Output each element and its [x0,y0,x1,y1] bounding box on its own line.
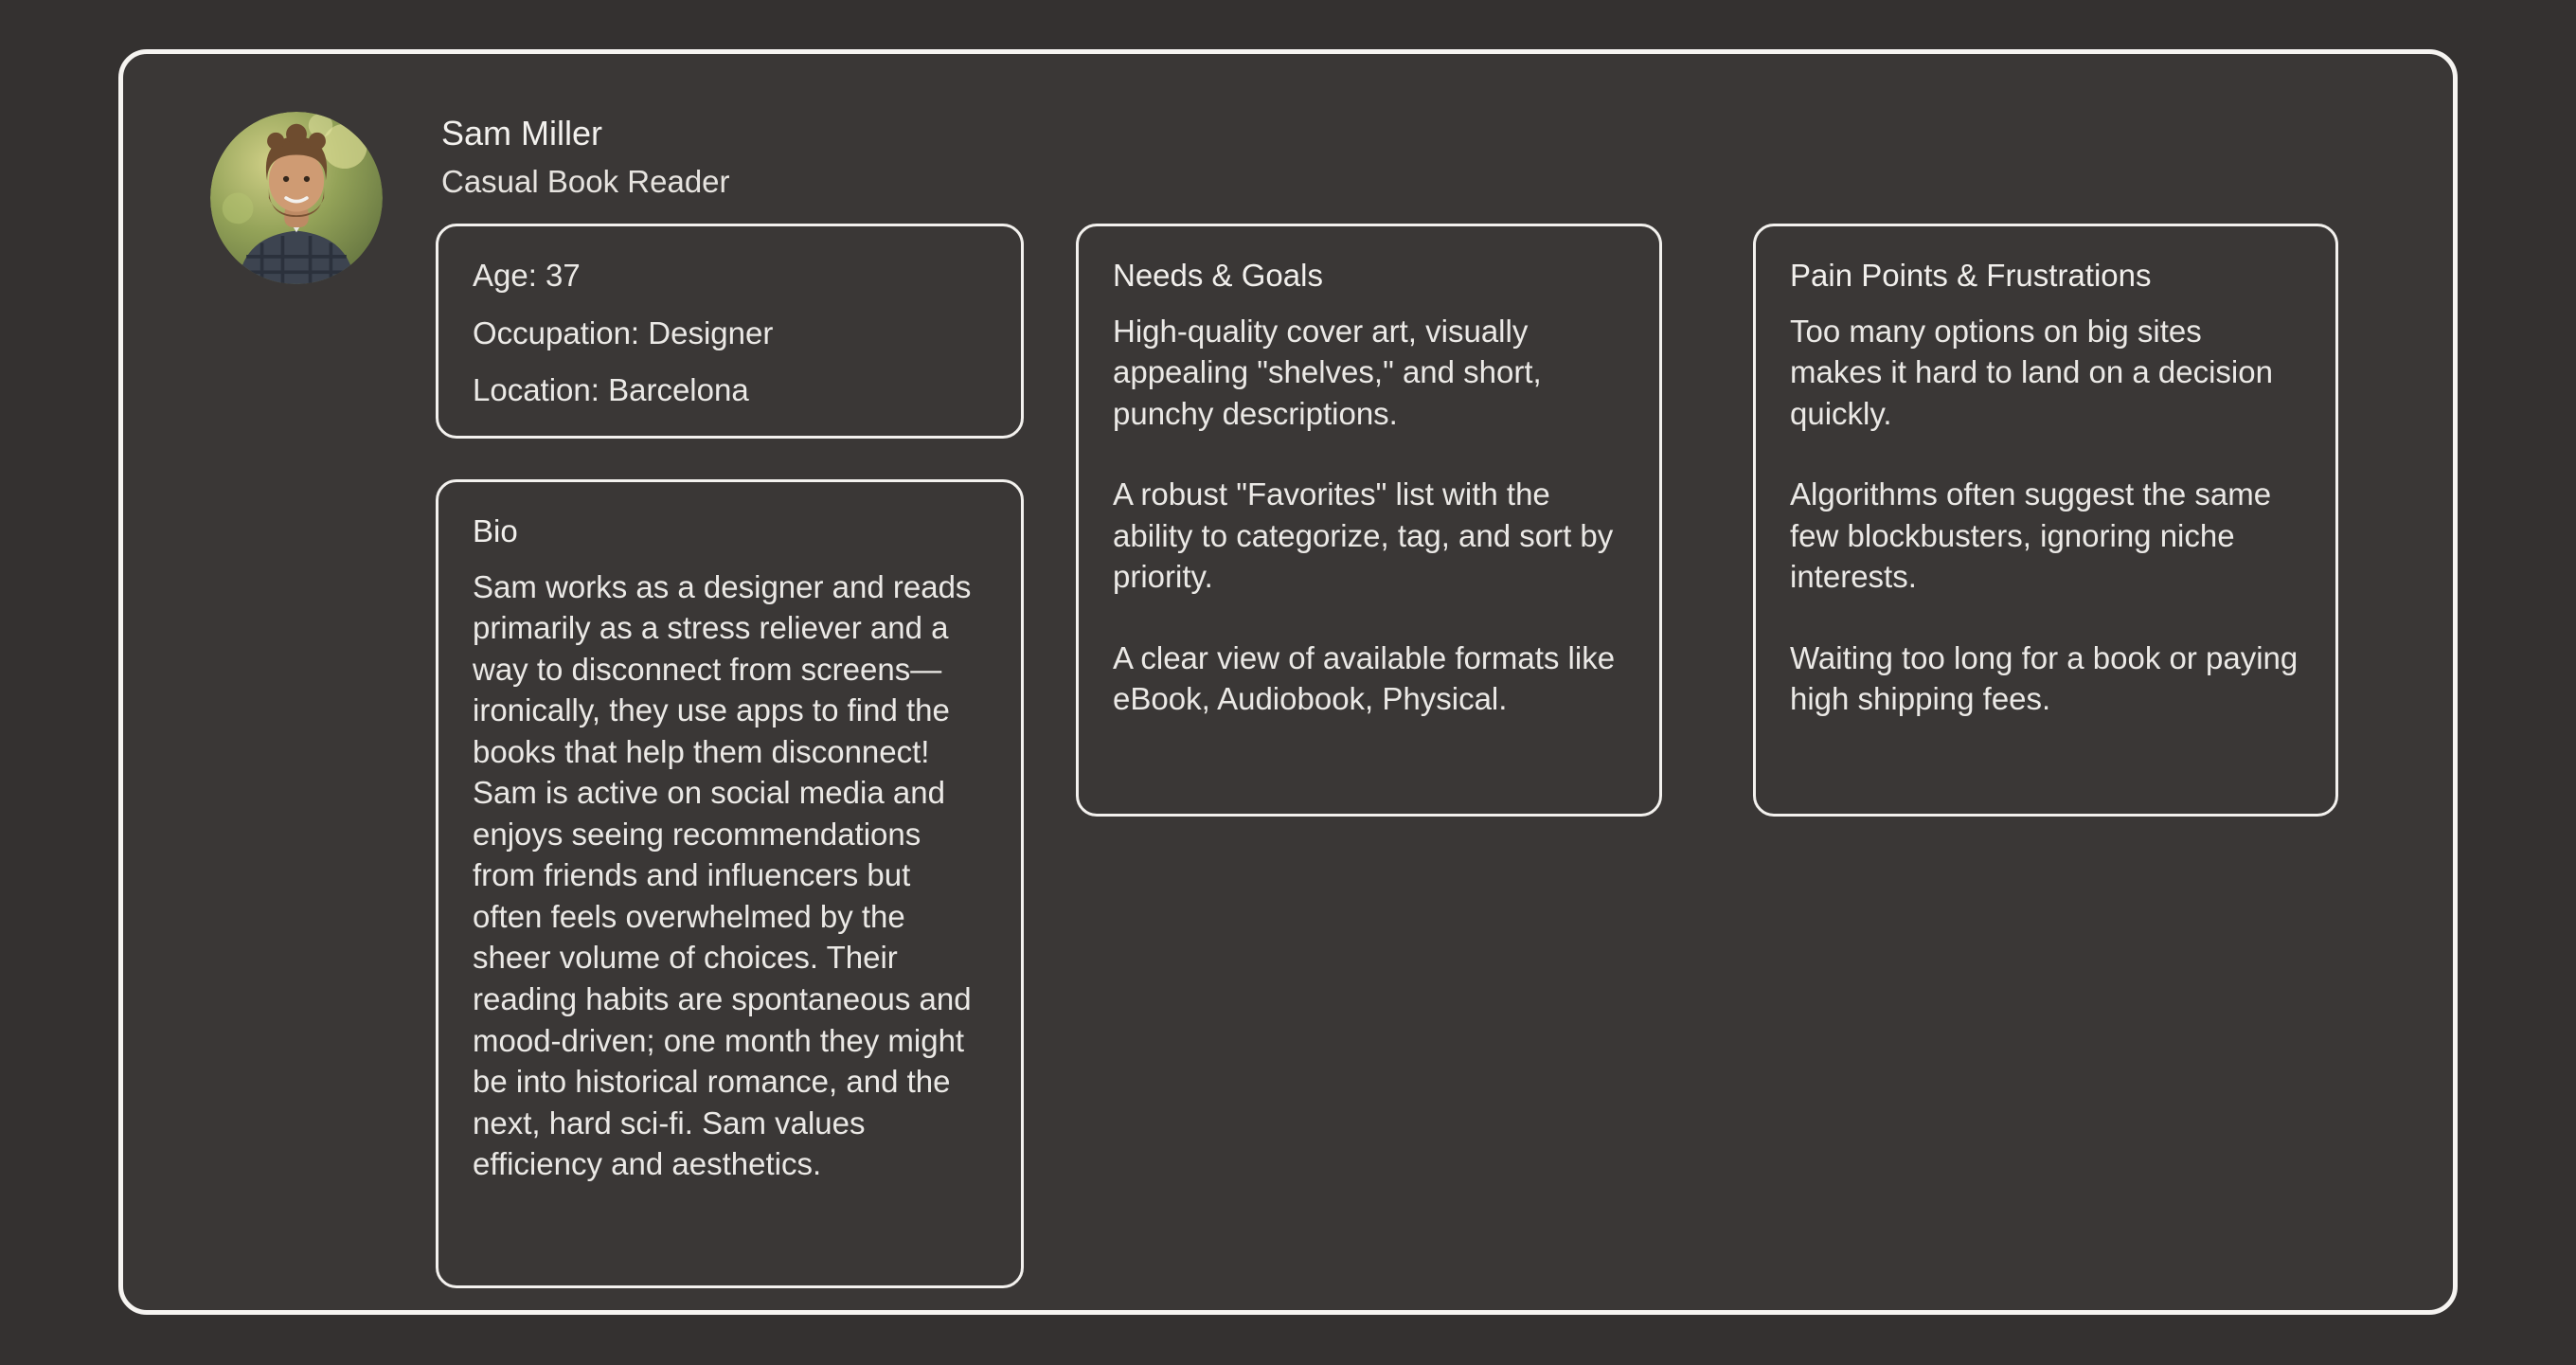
pain-points-card [1753,224,2338,817]
needs-paragraph: A robust "Favorites" list with the ability to categorize, tag, and sort by priority. [1113,476,1614,595]
persona-role: Casual Book Reader [441,164,730,200]
demographic-age: Age: 37 [473,258,581,293]
pain-paragraph: Too many options on big sites makes it hard to land on a decision quickly. [1790,313,2273,431]
persona-name: Sam Miller [441,114,603,153]
bio-card [436,479,1024,1288]
persona-header [441,113,730,201]
needs-goals-title: Needs & Goals [1113,258,1323,293]
demographic-occupation: Occupation: Designer [473,314,774,350]
needs-paragraph: A clear view of available formats like eBook, Audiobook, Physical. [1113,639,1616,717]
demographics-card [436,224,1024,439]
pain-points-title: Pain Points & Frustrations [1790,258,2152,293]
needs-goals-card [1076,224,1662,817]
demographic-location: Location: Barcelona [473,372,749,408]
avatar [210,112,383,284]
avatar-illustration-icon [210,112,383,284]
bio-text: Sam works as a designer and reads primarily as a stress reliever and a way to disconnect from screens—ironically, they use apps to find the books that help them disconnect! Sam is active on social media and enjoys seeing recommendations from friends and influencers but often feels overwhelmed by the sheer volume of choices. Their reading habits are spontaneous and mood-driven; one month they might be into historical romance, and the next, hard sci-fi. Sam values efficiency and aesthetics. [473,568,972,1182]
persona-card [118,49,2458,1315]
bio-title: Bio [473,513,518,548]
pain-paragraph: Algorithms often suggest the same few blockbusters, ignoring niche interests. [1790,476,2272,595]
needs-paragraph: High-quality cover art, visually appealing "shelves," and short, punchy descriptions. [1113,313,1542,431]
pain-paragraph: Waiting too long for a book or paying high shipping fees. [1790,639,2299,717]
